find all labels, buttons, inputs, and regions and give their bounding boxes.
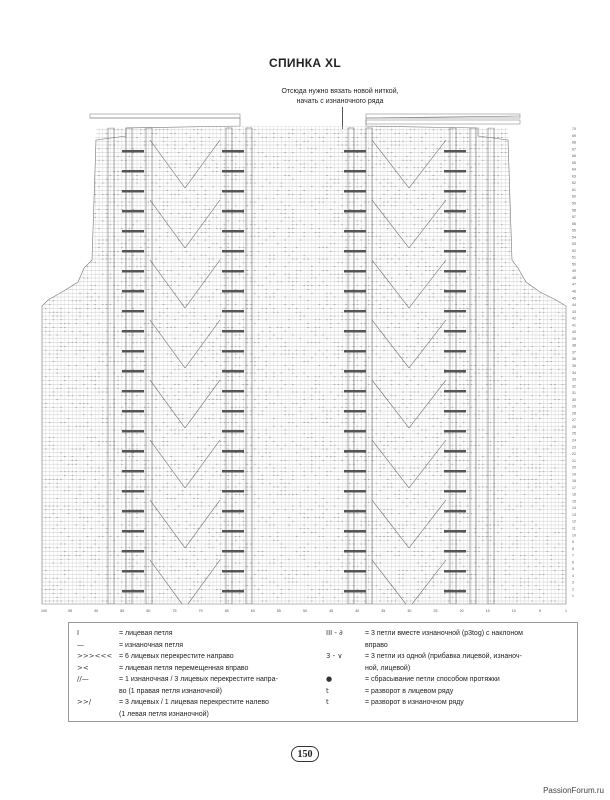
row-number-4: 4: [572, 573, 574, 578]
legend-left-text-4: = 1 изнаночная / 3 лицевых перекрестите напра-: [119, 676, 278, 683]
legend-left-symbol-6: >>/: [77, 698, 92, 706]
column-number-5: 5: [538, 609, 541, 613]
row-number-19: 19: [572, 472, 576, 477]
row-number-70: 70: [572, 127, 576, 131]
row-number-63: 63: [572, 174, 576, 179]
legend-left-text-5: во (1 правая петля изнаночной): [119, 687, 222, 695]
instruction-line-2: начать с изнаночного ряда: [296, 98, 384, 105]
row-number-58: 58: [572, 208, 576, 213]
legend-right-symbol-2: 3 - ∨: [326, 652, 343, 660]
chart-grid: [40, 120, 570, 608]
column-number-60: 60: [250, 609, 255, 613]
row-number-45: 45: [572, 296, 576, 301]
row-number-28: 28: [572, 411, 576, 416]
legend-left-text-1: = изнаночная петля: [119, 641, 184, 649]
row-number-29: 29: [572, 404, 576, 409]
row-number-67: 67: [572, 147, 576, 152]
row-number-12: 12: [572, 519, 576, 524]
column-number-95: 95: [68, 609, 73, 613]
row-number-59: 59: [572, 201, 576, 206]
legend-left-symbol-4: //—: [77, 675, 89, 683]
column-number-70: 70: [198, 609, 203, 613]
legend-right-text-0: = 3 петли вместе изнаночной (p3tog) с наклоном: [365, 630, 523, 637]
row-number-25: 25: [572, 431, 576, 436]
row-number-24: 24: [572, 438, 576, 443]
row-number-23: 23: [572, 445, 576, 450]
legend-left-text-2: = 6 лицевых перекрестите направо: [119, 653, 234, 660]
row-number-34: 34: [572, 370, 576, 375]
row-number-47: 47: [572, 282, 576, 287]
row-number-22: 22: [572, 452, 576, 457]
row-number-26: 26: [572, 424, 576, 429]
row-number-11: 11: [572, 526, 576, 531]
column-number-40: 40: [355, 609, 360, 613]
row-number-20: 20: [572, 465, 576, 470]
column-number-85: 85: [120, 609, 125, 613]
row-number-5: 5: [572, 567, 574, 572]
column-number-30: 30: [407, 609, 412, 613]
legend-right-text-2: = 3 петли из одной (прибавка лицевой, изнаноч-: [365, 653, 522, 660]
column-number-80: 80: [146, 609, 151, 613]
row-number-55: 55: [572, 228, 576, 233]
row-number-35: 35: [572, 364, 576, 368]
column-number-90: 90: [94, 609, 99, 613]
legend-right-text-4: = сбрасывание петли способом протяжки: [365, 676, 500, 683]
page-number: 150: [291, 746, 319, 762]
row-number-52: 52: [572, 248, 576, 253]
row-number-7: 7: [572, 553, 574, 558]
legend-left-symbol-2: >>><<<: [77, 652, 113, 660]
column-number-55: 55: [276, 609, 281, 613]
row-number-15: 15: [572, 499, 576, 504]
row-number-18: 18: [572, 479, 576, 484]
row-number-36: 36: [572, 357, 576, 362]
row-number-50: 50: [572, 262, 576, 267]
row-number-56: 56: [572, 221, 576, 226]
column-number-50: 50: [303, 609, 307, 613]
row-number-46: 46: [572, 289, 576, 294]
row-number-38: 38: [572, 343, 576, 348]
row-number-40: 40: [572, 330, 576, 335]
left-shoulder-bar: [90, 114, 240, 118]
row-number-17: 17: [572, 485, 576, 490]
row-number-32: 32: [572, 384, 576, 389]
legend-right-symbol-6: t: [326, 698, 329, 706]
row-number-30: 30: [572, 397, 576, 402]
legend-right-symbol-0: III - ∂: [326, 629, 343, 637]
row-number-53: 53: [572, 242, 576, 247]
row-number-68: 68: [572, 140, 576, 145]
legend-right-text-5: = разворот в лицевом ряду: [365, 687, 454, 695]
row-number-65: 65: [572, 160, 576, 165]
row-number-1: 1: [572, 594, 574, 599]
column-number-100: 100: [41, 609, 47, 613]
legend-left-text-0: = лицевая петля: [119, 630, 173, 637]
row-number-62: 62: [572, 181, 576, 186]
column-number-25: 25: [433, 609, 438, 613]
legend-left-symbol-0: I: [77, 629, 80, 637]
watermark: PassionForum.ru: [543, 786, 604, 795]
legend-right-text-1: вправо: [365, 641, 388, 649]
row-number-48: 48: [572, 275, 576, 280]
page-title: СПИНКА XL: [269, 56, 341, 70]
row-number-49: 49: [572, 269, 576, 274]
row-number-39: 39: [572, 336, 576, 341]
legend-left-text-6: = 3 лицевых / 1 лицевая перекрестите налево: [119, 699, 269, 706]
column-number-75: 75: [172, 609, 177, 613]
column-number-20: 20: [459, 609, 464, 613]
row-number-43: 43: [572, 309, 576, 314]
row-number-2: 2: [572, 587, 574, 592]
row-number-9: 9: [572, 540, 574, 545]
row-number-14: 14: [572, 506, 576, 511]
row-number-41: 41: [572, 323, 576, 328]
legend-right-text-3: ной, лицевой): [365, 664, 411, 672]
column-number-65: 65: [224, 609, 229, 613]
chart-outline: [42, 116, 566, 604]
legend-left-symbol-1: —: [77, 640, 84, 649]
row-number-6: 6: [572, 560, 574, 565]
row-number-61: 61: [572, 187, 576, 192]
legend-right-text-6: = разворот в изнаночном ряду: [365, 699, 464, 706]
row-number-3: 3: [572, 580, 574, 585]
row-number-57: 57: [572, 215, 576, 220]
legend-box: [68, 622, 578, 722]
legend-left-text-3: = лицевая петля перемещенная вправо: [119, 664, 249, 672]
row-number-21: 21: [572, 458, 576, 463]
row-number-54: 54: [572, 235, 576, 240]
row-number-10: 10: [572, 533, 576, 538]
instruction-line-1: Отсюда нужно вязать новой ниткой,: [281, 88, 399, 95]
legend-left-text-7: (1 левая петля изнаночной): [119, 710, 209, 718]
row-number-44: 44: [572, 303, 576, 308]
row-number-64: 64: [572, 167, 576, 172]
row-number-31: 31: [572, 391, 576, 396]
legend-left-symbol-3: ><: [77, 663, 89, 672]
legend-right-symbol-5: t: [326, 686, 329, 695]
row-number-69: 69: [572, 133, 576, 138]
column-number-10: 10: [511, 609, 516, 613]
row-number-16: 16: [572, 492, 576, 497]
right-shoulder-bar-2: [366, 120, 520, 124]
legend-right-symbol-4: ●: [326, 675, 333, 683]
row-number-33: 33: [572, 377, 576, 382]
row-number-13: 13: [572, 512, 576, 517]
row-number-66: 66: [572, 154, 576, 159]
row-number-42: 42: [572, 316, 576, 321]
column-number-15: 15: [485, 609, 490, 613]
row-number-37: 37: [572, 350, 576, 355]
row-number-60: 60: [572, 194, 576, 199]
column-number-45: 45: [329, 609, 334, 613]
row-number-51: 51: [572, 255, 576, 260]
row-number-27: 27: [572, 418, 576, 423]
row-number-8: 8: [572, 546, 574, 551]
column-number-35: 35: [381, 609, 386, 613]
column-number-1: 1: [565, 609, 567, 613]
